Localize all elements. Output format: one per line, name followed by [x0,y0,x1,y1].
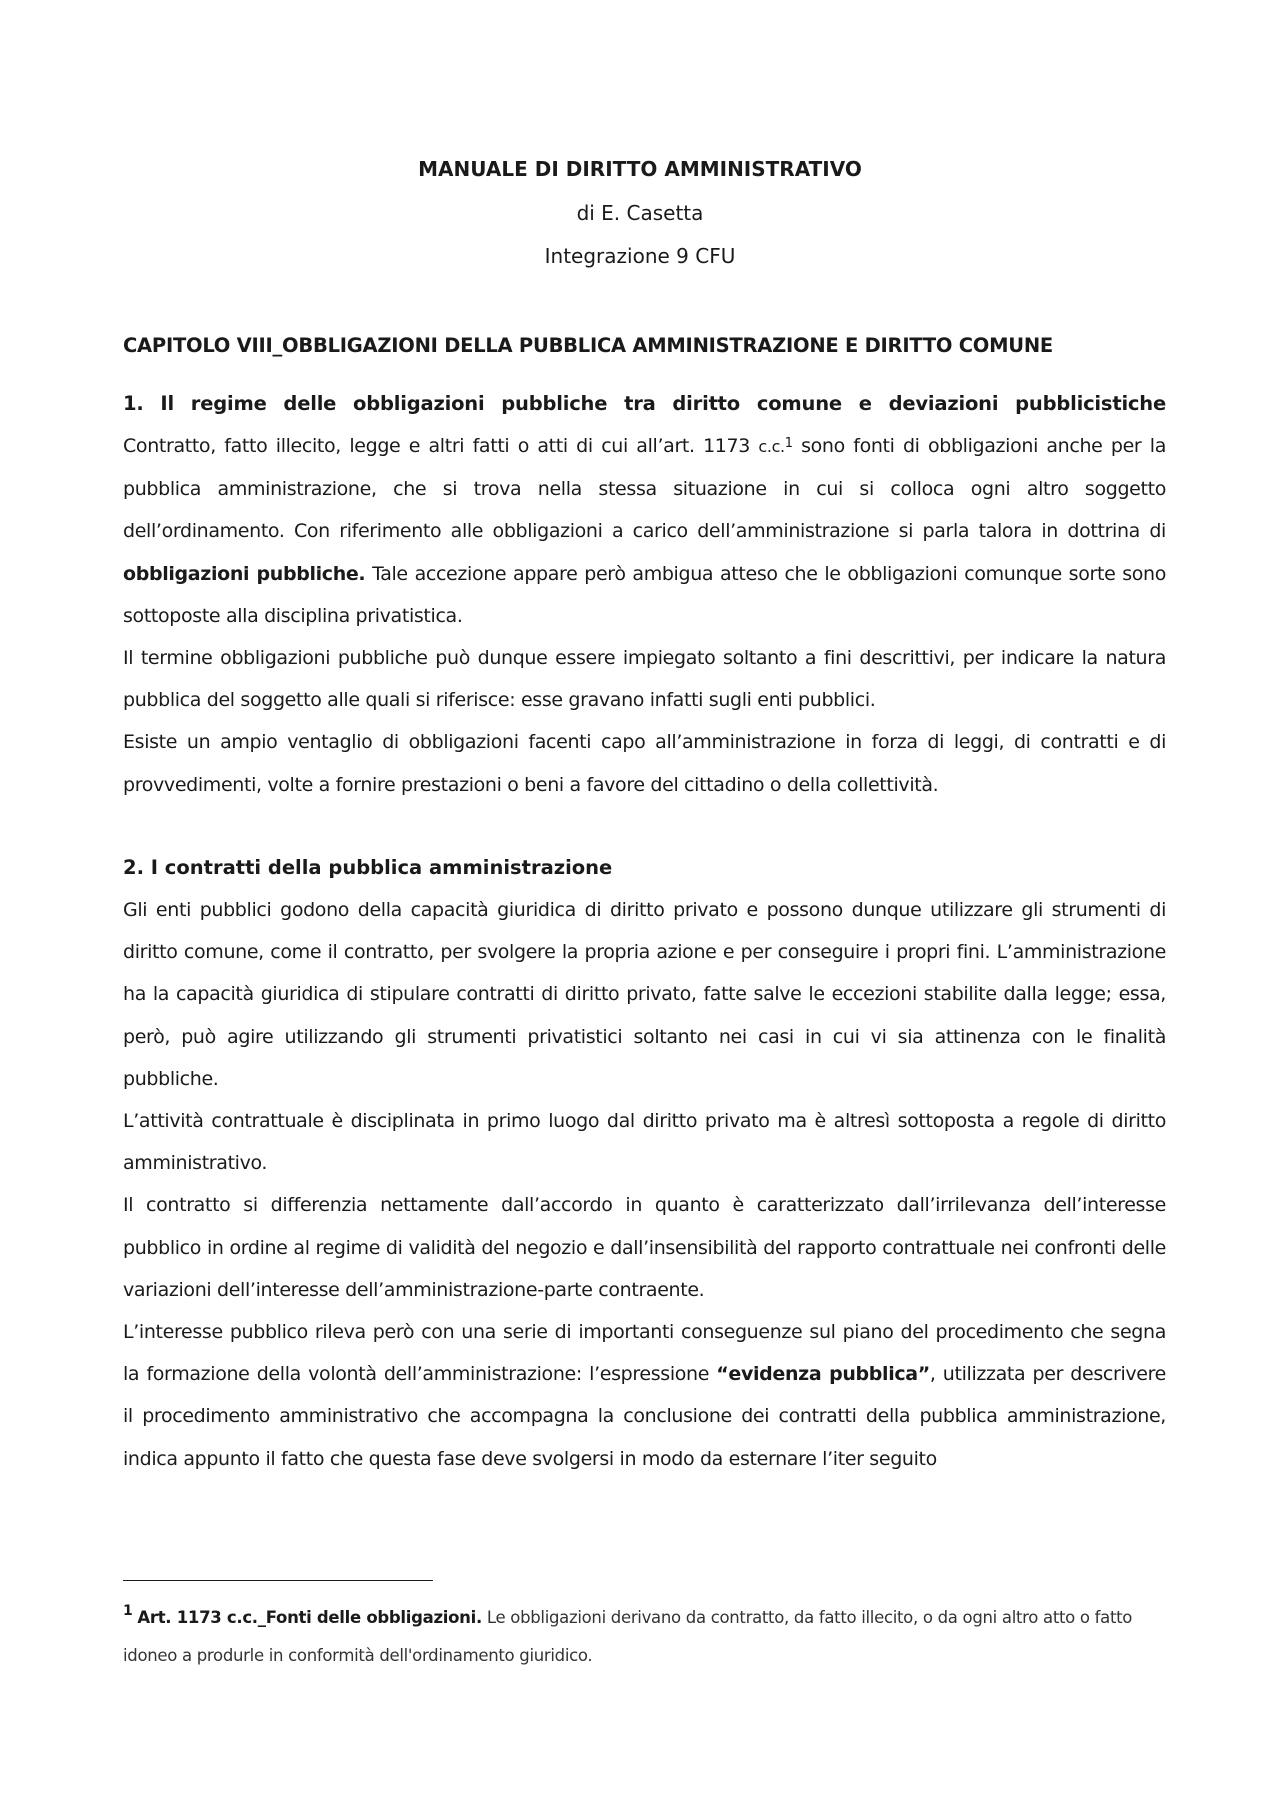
section-1-paragraph-1-text-a: Contratto, fatto illecito, legge e altri fatti o atti di cui all’art. 1173 [123,435,759,457]
footnote-title: Art. 1173 c.c._Fonti delle obbligazioni. [137,1608,482,1627]
footnote-separator [123,1580,433,1581]
document-author-block [0,200,1280,226]
section-2-paragraph-1: Gli enti pubblici godono della capacità giuridica di diritto privato e possono dunque utilizzare gli strumenti di diritto comune, come il contratto, per svolgere la propria azione e per conseguire i propri fini. L’amministrazione ha la capacità giuridica di stipulare contratti di diritto privato, fatte salve le eccezioni stabilite dalla legge; essa, però, può agire utilizzando gli strumenti privatistici soltanto nei casi in cui vi sia attinenza con le finalità pubbliche. [123,899,1166,1090]
section-1-paragraph-3: Esiste un ampio ventaglio di obbligazioni facenti capo all’amministrazione in forza di leggi, di contratti e di provvedimenti, volte a fornire prestazioni o beni a favore del cittadino o della collettività. [123,731,1166,796]
section-2-paragraph-4-text-a: L’interesse pubblico rileva però con una serie di importanti conseguenze sul piano del procedimento che segna la formazione della volontà dell’amministrazione: l’espressione [123,1321,1166,1386]
section-2-paragraph-4-text-b: , utilizzata per descrivere il procedimento amministrativo che accompagna la conclusione dei contratti della pubblica amministrazione, indica appunto il fatto che questa fase deve svolgersi in modo da esternare l’iter seguito [123,1363,1166,1470]
section-2-heading: 2. I contratti della pubblica amministrazione [123,856,613,879]
section-1-paragraph-1 [123,425,1166,637]
section-2 [123,847,1166,1480]
chapter-heading: CAPITOLO VIII_OBBLIGAZIONI DELLA PUBBLICA AMMINISTRAZIONE E DIRITTO COMUNE [123,334,1054,357]
document-subtitle-block [0,243,1280,269]
section-2-paragraph-4 [123,1311,1166,1480]
section-2-body [123,889,1166,1480]
section-1-body [123,425,1166,806]
footnote-text: Le obbligazioni derivano da contratto, da fatto illecito, o da ogni altro atto o fatto idoneo a produrle in conformità dell'ordinamento giuridico. [123,1608,1133,1665]
footnote-reference[interactable]: 1 [784,436,793,451]
section-1 [123,383,1166,806]
document-header [0,156,1280,182]
document-subtitle: Integrazione 9 CFU [544,244,736,268]
cc-abbreviation: c.c. [758,437,785,456]
evidenza-pubblica-term: “evidenza pubblica” [716,1363,930,1386]
footnote-marker: 1 [123,1603,133,1619]
section-2-paragraph-3: Il contratto si differenzia nettamente dall’accordo in quanto è caratterizzato dall’irrilevanza dell’interesse pubblico in ordine al regime di validità del negozio e dall’insensibilità del rapporto contrattuale nei confronti delle variazioni dell’interesse dell’amministrazione-parte contraente. [123,1194,1166,1301]
footnote [123,1599,1166,1675]
section-2-paragraph-2: L’attività contrattuale è disciplinata in primo luogo dal diritto privato ma è altresì sottoposta a regole di diritto amministrativo. [123,1110,1166,1175]
obbligazioni-pubbliche-term: obbligazioni pubbliche. [123,562,366,585]
section-1-paragraph-2: Il termine obbligazioni pubbliche può dunque essere impiegato soltanto a fini descrittivi, per indicare la natura pubblica del soggetto alle quali si riferisce: esse gravano infatti sugli enti pubblici. [123,647,1166,712]
section-1-paragraph-1-text-c: Tale accezione appare però ambigua atteso che le obbligazioni comunque sorte sono sottoposte alla disciplina privatistica. [123,562,1166,627]
section-1-heading: 1. Il regime delle obbligazioni pubbliche tra diritto comune e deviazioni pubblicistiche [123,392,1166,415]
document-title: MANUALE DI DIRITTO AMMINISTRATIVO [418,157,862,181]
document-author: di E. Casetta [576,201,704,225]
section-1-paragraph-1-text-b: sono fonti di obbligazioni anche per la pubblica amministrazione, che si trova nella stessa situazione in cui si colloca ogni altro soggetto dell’ordinamento. Con riferimento alle obbligazioni a carico dell’amministrazione si parla talora in dottrina di [123,435,1166,543]
